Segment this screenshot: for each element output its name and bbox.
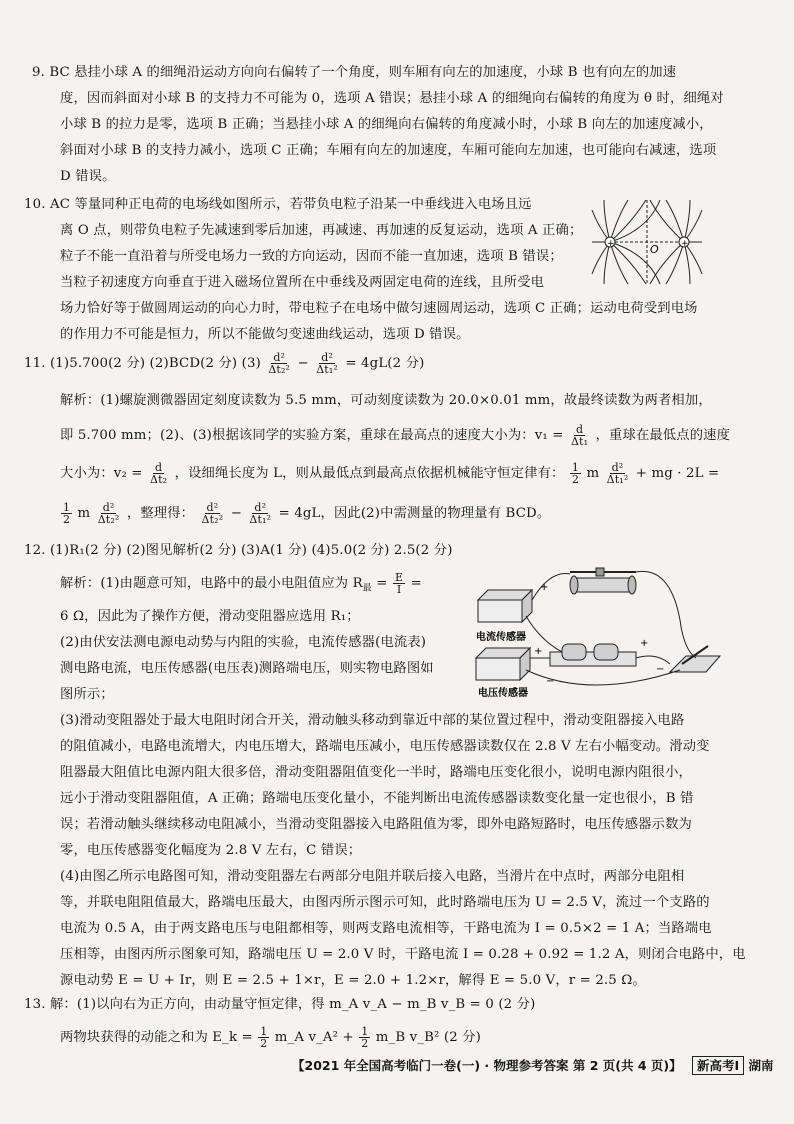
q12-analysis-13: 等，并联电阻阻值最大，路端电压最大，由图丙所示图示可知，此时路端电压为 U = 2.5 V，流过一个支路的 (60, 895, 710, 910)
q12-analysis-3: (2)由伏安法测电源电动势与内阻的实验，电流传感器(电流表) (60, 635, 427, 650)
q12-analysis-16: 源电动势 E = U + Ir，则 E = 2.5 + 1×r，E = 2.0 + 1.2×r，解得 E = 5.0 V，r = 2.5 Ω。 (60, 973, 646, 988)
q12-analysis-15: 压相等，由图丙所示图象可知，路端电压 U = 2.0 V 时，干路电流 I = 0.28 + 0.92 = 1.2 A，则闭合电路中，电 (60, 947, 746, 962)
q9-line-1: 9. BC 悬挂小球 A 的细绳沿运动方向向右偏转了一个角度，则车厢有向左的加速度，小球 B 也有向左的加速 (32, 65, 677, 80)
electric-field-lines-figure (588, 196, 768, 288)
q12-analysis-7: 的阻值减小，电路电流增大，内电压增大，路端电压减小，电压传感器读数仅在 2.8 V 左右小幅变动。滑动变 (60, 739, 710, 754)
q12-analysis-1: 解析：(1)由题意可知，电路中的最小电阻值应为 $R_最$ = $\frac{E}{I}$ = (60, 571, 422, 596)
q9-line-5: D 错误。 (60, 169, 116, 184)
q13-line-1: 13. 解：(1)以向右为正方向，由动量守恒定律，得 m_A v_A − m_B v_B = 0 (2 分) (24, 997, 536, 1012)
q12-analysis-4: 测电路电流，电压传感器(电压表)测路端电压，则实物电路图如 (60, 661, 434, 676)
q10-line-5: 场力恰好等于做圆周运动的向心力时，带电粒子在电场中做匀速圆周运动，选项 C 正确；运动电荷受到电场 (60, 301, 698, 316)
q12-analysis-2: 6 Ω，因此为了操作方便，滑动变阻器应选用 R₁； (60, 609, 360, 624)
q11-analysis-4: $\frac{1}{2}$ m $\frac{\text{d²}}{\text{Δt₂²}}$ ，整理得： $\frac{\text{d²}}{\text{Δt₂²}}$ − $\frac{\text{d²}}{\text{Δt₁²}}$ = 4gL，因此(2)中需测量的物理量有 BCD。 (63, 501, 551, 526)
q12-analysis-8: 阻器最大阻值比电源内阻大很多倍，滑动变阻器阻值变化一半时，路端电压变化很小，说明电源内阻很小， (60, 765, 693, 780)
q12-analysis-6: (3)滑动变阻器处于最大电阻时闭合开关，滑动触头移动到靠近中部的某位置过程中，滑动变阻器接入电路 (60, 713, 685, 728)
q12-analysis-12: (4)由图乙所示电路图可知，滑动变阻器左右两部分电阻并联后接入电路，当滑片在中点时，两部分电阻相 (60, 869, 685, 884)
q13-line-2: 两物块获得的动能之和为 E_k = $\frac{1}{2}$ m_A v_A² + $\frac{1}{2}$ m_B v_B² (2 分) (60, 1025, 481, 1050)
footer-title: 【2021 年全国高考临门一卷(一) · 物理参考答案 第 2 页(共 4 页)】 (292, 1058, 682, 1073)
current-sensor-label: 电流传感器 (476, 632, 526, 643)
q10-line-3: 粒子不能一直沿着与所受电场力一致的方向运动，因而不能一直加速，选项 B 错误； (60, 249, 563, 264)
svg-text:+: + (640, 638, 649, 649)
field-center-label: O (650, 243, 659, 256)
q11-analysis-3: 大小为：v₂ = $\frac{d}{\text{Δt₂}}$ ，设细绳长度为 L，则从最低点到最高点依据机械能守恒定律有： $\frac{1}{2}$ m $\frac{\text{d²}}{\text{Δt₁²}}$ + mg · 2L = (60, 461, 720, 486)
q11-answers: 11. (1)5.700(2 分) (2)BCD(2 分) (3) $\frac{\text{d²}}{\text{Δt₂²}}$ − $\frac{\text{d²}}{\text{Δt₁²}}$ = 4gL(2 分) (24, 351, 425, 376)
svg-text:+: + (607, 239, 615, 249)
svg-text:−: − (546, 676, 555, 687)
q9-line-4: 斜面对小球 B 的支持力减小，选项 C 正确；车厢有向左的加速度，车厢可能向左加速，也可能向右减速，选项 (60, 143, 717, 158)
footer-region: 湖南 (748, 1058, 774, 1073)
q10-line-6: 的作用力不可能是恒力，所以不能做匀变速曲线运动，选项 D 错误。 (60, 327, 470, 342)
circuit-figure (470, 560, 770, 702)
q12-analysis-10: 误；若滑动触头继续移动电阻减小，当滑动变阻器接入电路阻值为零，即外电路短路时，电压传感器示数为 (60, 817, 693, 832)
footer-edition-badge: 新高考Ⅰ (692, 1056, 744, 1075)
q10-line-4: 当粒子初速度方向垂直于进入磁场位置所在中垂线及两固定电荷的连线，且所受电 (60, 275, 545, 290)
svg-text:+: + (534, 646, 543, 657)
svg-text:−: − (656, 664, 665, 675)
q9-line-2: 度，因而斜面对小球 B 的支持力不可能为 0，选项 A 错误；悬挂小球 A 的细绳向右偏转的角度为 θ 时，细绳对 (60, 91, 724, 106)
q11-analysis-1: 解析：(1)螺旋测微器固定刻度读数为 5.5 mm，可动刻度读数为 20.0×0.01 mm，故最终读数为两者相加， (60, 393, 712, 408)
q12-answers: 12. (1)R₁(2 分) (2)图见解析(2 分) (3)A(1 分) (4)5.0(2 分) 2.5(2 分) (24, 543, 453, 558)
q12-analysis-11: 零，电压传感器变化幅度为 2.8 V 左右，C 错误； (60, 843, 362, 858)
q12-analysis-5: 图所示； (60, 687, 114, 702)
svg-text:+: + (681, 239, 689, 249)
svg-text:+: + (540, 582, 549, 593)
voltage-sensor-label: 电压传感器 (478, 688, 528, 699)
page-footer (292, 1056, 774, 1074)
q12-analysis-9: 远小于滑动变阻器阻值，A 正确；路端电压变化量小，不能判断出电流传感器读数变化量一定也很小，B 错 (60, 791, 694, 806)
q9-line-3: 小球 B 的拉力是零，选项 B 正确；当悬挂小球 A 的细绳向右偏转的角度减小时，小球 B 向左的加速度减小， (60, 117, 713, 132)
q10-line-1: 10. AC 等量同种正电荷的电场线如图所示，若带负电粒子沿某一中垂线进入电场且远 (24, 197, 532, 212)
q12-analysis-14: 电流为 0.5 A，由于两支路电压与电阻都相等，则两支路电流相等，干路电流为 I = 0.5×2 = 1 A；当路端电 (60, 921, 712, 936)
q10-line-2: 离 O 点，则带负电粒子先减速到零后加速，再减速、再加速的反复运动，选项 A 正确； (60, 223, 583, 238)
q11-analysis-2: 即 5.700 mm；(2)、(3)根据该同学的实验方案，重球在最高点的速度大小为：v₁ = $\frac{d}{\text{Δt₁}}$ ，重球在最低点的速度 (60, 423, 731, 448)
